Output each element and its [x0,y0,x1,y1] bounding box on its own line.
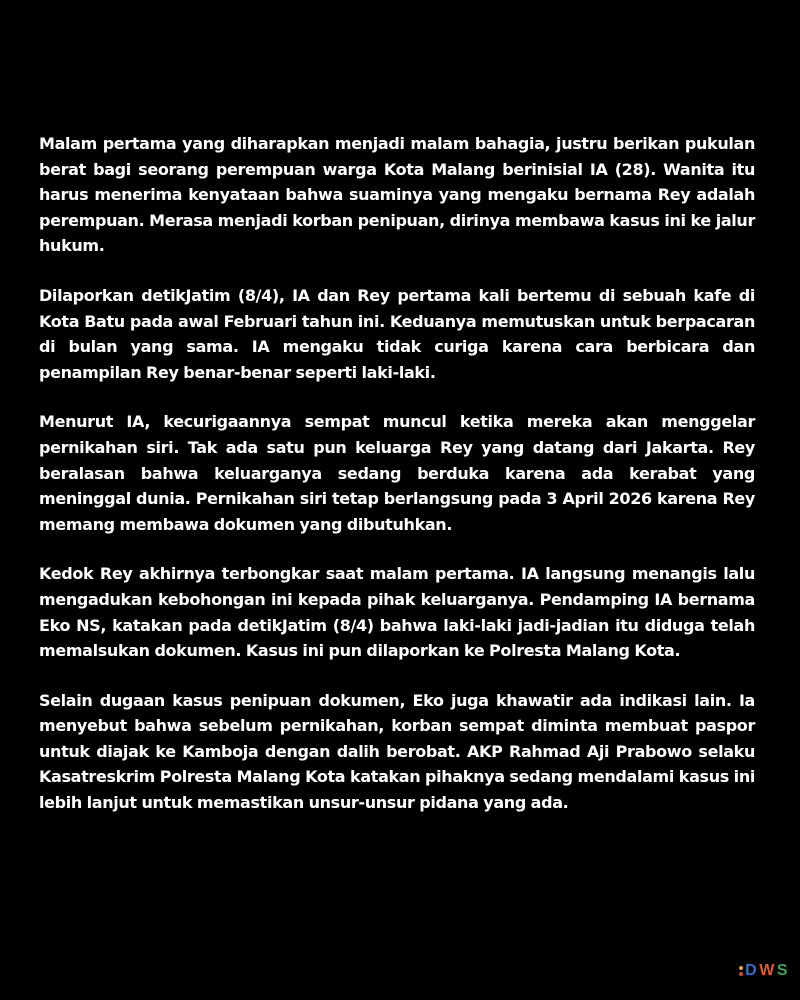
article-paragraph-1: Malam pertama yang diharapkan menjadi malam bahagia, justru berikan pukulan berat bagi seorang perempuan warga Kota Malang berinisial IA (28). Wanita itu harus menerima kenyataan bahwa suaminya yang mengaku bernama Rey adalah perempuan. Merasa menjadi korban penipuan, dirinya membawa kasus ini ke jalur hukum. [39,134,755,256]
article-paragraph-5: Selain dugaan kasus penipuan dokumen, Eko juga khawatir ada indikasi lain. Ia menyebut bahwa sebelum pernikahan, korban sempat diminta membuat paspor untuk diajak ke Kamboja dengan dalih berobat. AKP Rahmad Aji Prabowo selaku Kasatreskrim Polresta Malang Kota katakan pihaknya sedang mendalami kasus ini lebih lanjut untuk memastikan unsur-unsur pidana yang ada. [39,690,755,813]
article-paragraph-2: Dilaporkan detikJatim (8/4), IA dan Rey pertama kali bertemu di sebuah kafe di Kota Batu pada awal Februari tahun ini. Keduanya memutuskan untuk berpacaran di bulan yang sama. IA mengaku tidak curiga karena cara berbicara dan penampilan Rey benar-benar seperti laki-laki. [39,285,755,382]
logo-letter-w: W [759,962,775,979]
article-body [39,131,755,840]
article-paragraph-3: Menurut IA, kecurigaannya sempat muncul ketika mereka akan menggelar pernikahan siri. Tak ada satu pun keluarga Rey yang datang dari Jakarta. Rey beralasan bahwa keluarganya sedang berduka karena ada kerabat yang meninggal dunia. Pernikahan siri tetap berlangsung pada 3 April 2026 karena Rey memang membawa dokumen yang dibutuhkan. [39,412,755,534]
article-paragraph-4: Kedok Rey akhirnya terbongkar saat malam pertama. IA langsung menangis lalu mengadukan kebohongan ini kepada pihak keluarganya. Pendamping IA bernama Eko NS, katakan pada detikJatim (8/4) bahwa laki-laki jadi-jadian itu diduga telah memalsukan dokumen. Kasus ini pun dilaporkan ke Polresta Malang Kota. [39,564,755,661]
brand-logo [739,962,788,980]
logo-letter-s: S [776,962,788,979]
logo-dots-icon [739,966,743,976]
logo-letter-d: D [745,962,758,979]
